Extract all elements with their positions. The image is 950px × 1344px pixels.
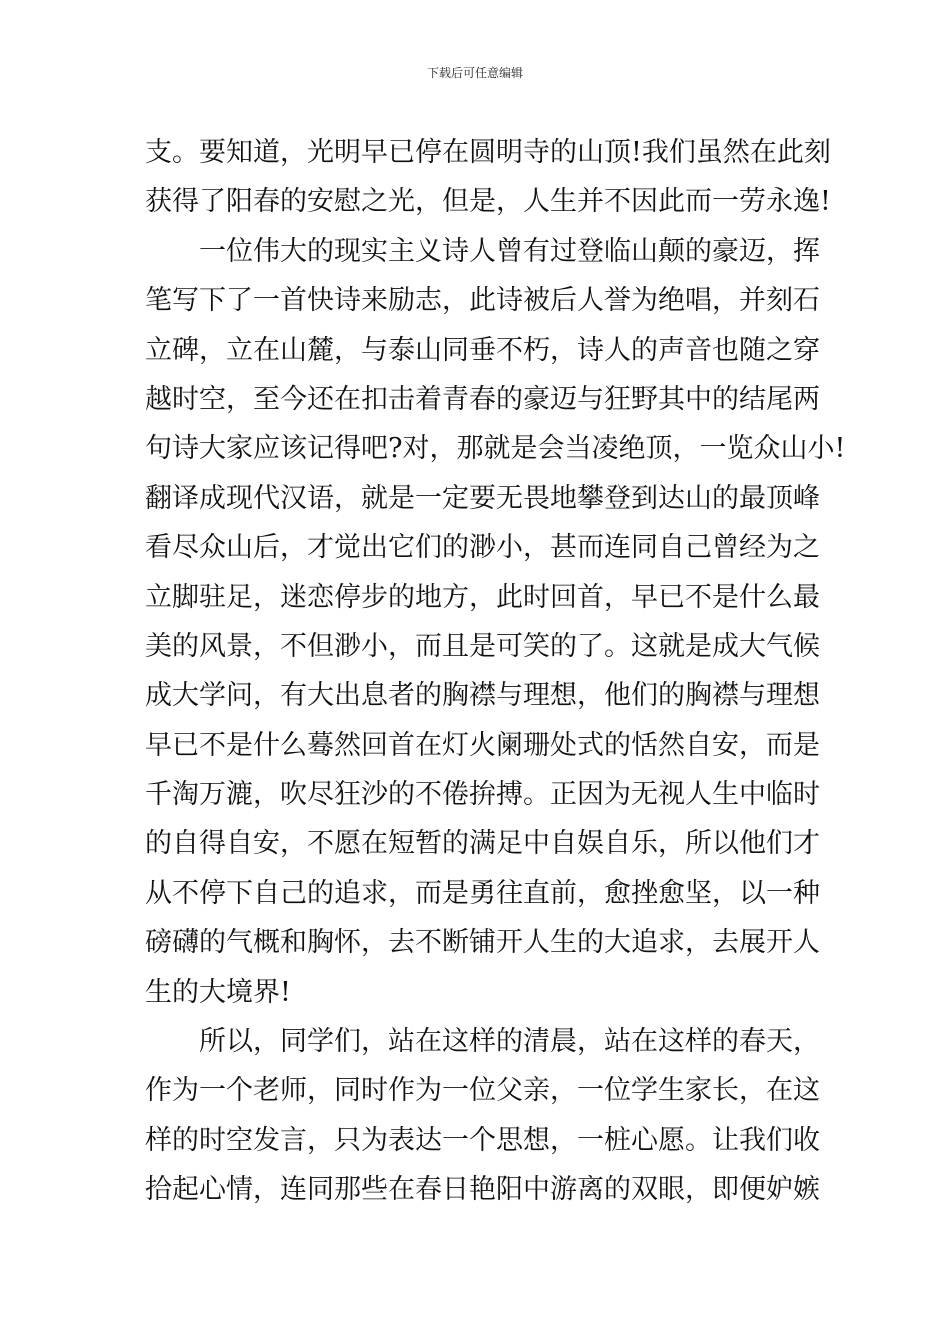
text-line: 作为一个老师，同时作为一位父亲，一位学生家长，在这 xyxy=(145,1075,820,1107)
text-line: 所以，同学们，站在这样的清晨，站在这样的春天， xyxy=(199,1026,820,1058)
page-header: 下载后可任意编辑 xyxy=(426,66,523,80)
text-line: 磅礴的气概和胸怀，去不断铺开人生的大追求，去展开人 xyxy=(145,927,820,959)
text-line: 生的大境界! xyxy=(145,976,291,1008)
text-line: 看尽众山后，才觉出它们的渺小，甚而连同自己曾经为之 xyxy=(145,532,820,564)
text-line: 的自得自安，不愿在短暂的满足中自娱自乐，所以他们才 xyxy=(145,828,820,860)
text-line: 美的风景，不但渺小，而且是可笑的了。这就是成大气候 xyxy=(145,630,820,662)
text-line: 早已不是什么蓦然回首在灯火阑珊处式的恬然自安，而是 xyxy=(145,729,820,761)
text-line: 句诗大家应该记得吧?对，那就是会当凌绝顶，一览众山小! xyxy=(145,433,846,465)
text-line: 一位伟大的现实主义诗人曾有过登临山颠的豪迈，挥 xyxy=(199,235,820,267)
text-line: 获得了阳春的安慰之光，但是，人生并不因此而一劳永逸! xyxy=(145,186,831,218)
text-line: 翻译成现代汉语，就是一定要无畏地攀登到达山的最顶峰 xyxy=(145,482,820,514)
text-line: 立碑，立在山麓，与泰山同垂不朽，诗人的声音也随之穿 xyxy=(145,334,820,366)
text-line: 笔写下了一首快诗来励志，此诗被后人誉为绝唱，并刻石 xyxy=(145,285,820,317)
text-line: 拾起心情，连同那些在春日艳阳中游离的双眼，即便妒嫉 xyxy=(145,1174,820,1206)
document-body xyxy=(145,128,846,1215)
text-line: 样的时空发言，只为表达一个思想，一桩心愿。让我们收 xyxy=(145,1124,820,1156)
text-line: 立脚驻足，迷恋停步的地方，此时回首，早已不是什么最 xyxy=(145,581,820,613)
text-line: 越时空，至今还在扣击着青春的豪迈与狂野其中的结尾两 xyxy=(145,383,820,415)
text-line: 支。要知道，光明早已停在圆明寺的山顶!我们虽然在此刻 xyxy=(145,137,831,168)
text-line: 千淘万漉，吹尽狂沙的不倦拚搏。正因为无视人生中临时 xyxy=(145,779,820,811)
text-line: 从不停下自己的追求，而是勇往直前，愈挫愈坚，以一种 xyxy=(145,877,820,909)
text-line: 成大学问，有大出息者的胸襟与理想，他们的胸襟与理想 xyxy=(145,680,820,712)
